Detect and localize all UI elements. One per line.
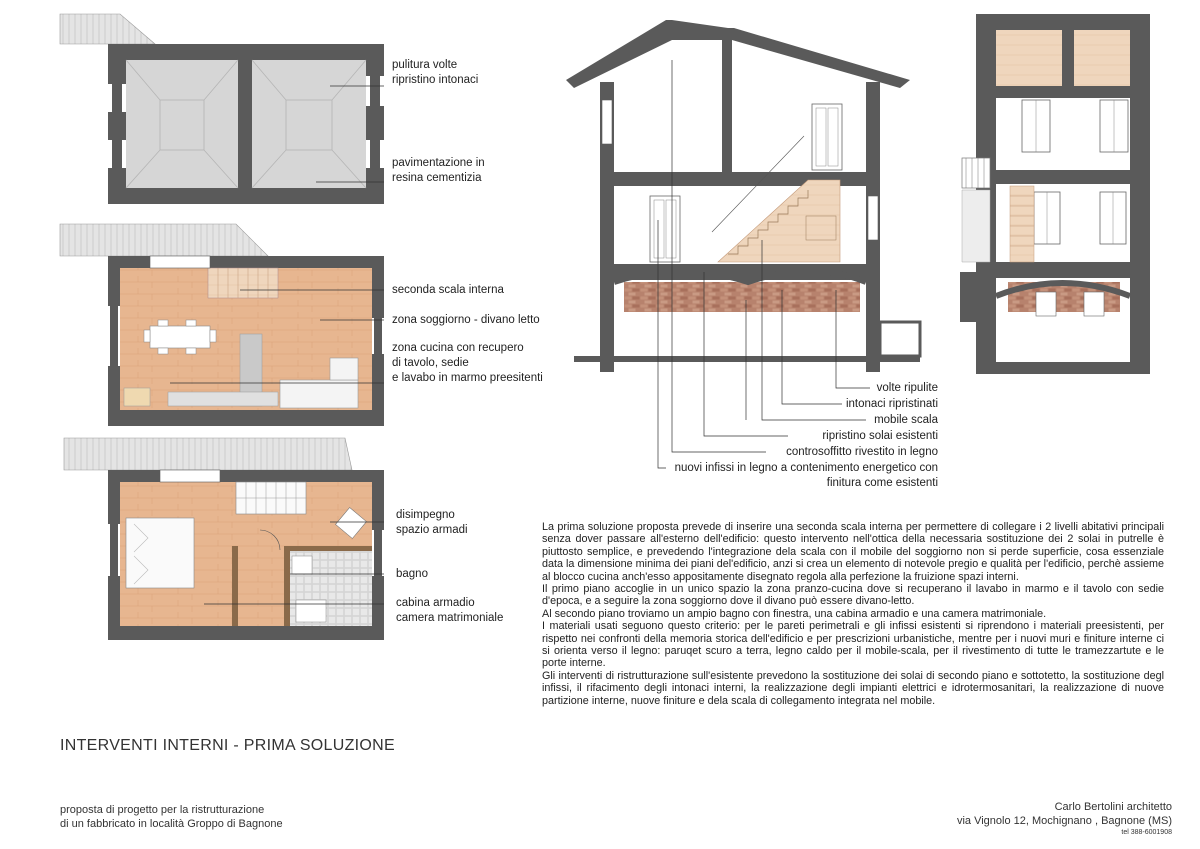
label-zona-soggiorno xyxy=(392,313,540,328)
plan-second-floor xyxy=(64,438,384,640)
label-pavimentazione-l1: pavimentazione in xyxy=(392,157,485,169)
section-label-4: controsoffitto rivestito in legno xyxy=(786,446,938,458)
subtitle-line-1: proposta di progetto per la ristrutturazione xyxy=(60,804,265,816)
description-paragraph-2: Il primo piano accoglie in un unico spazio la zona pranzo-cucina dove si recuperano il lavabo in marmo e il tavolo con sedie d'epoca, e a seguire la zona soggiorno dove il divano può essere divano-letto. xyxy=(542,583,1164,608)
section-label-3: ripristino solai esistenti xyxy=(822,430,938,442)
description-paragraph-3: Al secondo piano troviamo un ampio bagno con finestra, una cabina armadio e una camera matrimoniale. xyxy=(542,607,1047,620)
architect-credit xyxy=(957,800,1172,837)
section-label-1: intonaci ripristinati xyxy=(845,398,938,410)
description-text xyxy=(542,521,1164,707)
architect-name: Carlo Bertolini architetto xyxy=(1054,801,1172,813)
label-zona-cucina xyxy=(392,341,543,386)
label-bagno-text: bagno xyxy=(396,568,428,580)
label-controsoffitto xyxy=(786,445,938,460)
label-pulitura-volte-l2: ripristino intonaci xyxy=(392,74,479,86)
plan-attic xyxy=(60,14,384,204)
label-mobile-scala xyxy=(874,413,938,428)
label-disimpegno-l2: spazio armadi xyxy=(396,524,468,536)
label-pavimentazione xyxy=(392,156,485,186)
label-zona-soggiorno-text: zona soggiorno - divano letto xyxy=(392,314,540,326)
description-paragraph-1: La prima soluzione proposta prevede di inserire una seconda scala interna per permettere di collegare i 2 livelli abitativi principali senza dover passare all'esterno dell'edificio: questo intervento nell'ottica della necessaria sostituzione dei 2 solai in putrelle è piuttosto semplice, e prevedendo l'integrazione dela scala con il mobile del soggiorno non si perde superficie, cosa essenziale data la dimensione minima dei piani del'edificio, anzi si crea un elemento di notevole pregio e qualità per l'edificio, perchè assieme al blocco cucina anch'esso appositamente disegnato regola alla perfezione la fruizione spazi interni. xyxy=(542,521,1164,583)
label-zona-cucina-l1: zona cucina con recupero xyxy=(392,342,524,354)
architect-phone: tel 388-6001908 xyxy=(1121,829,1172,836)
label-intonaci-ripristinati xyxy=(846,397,938,412)
section-label-5a: nuovi infissi in legno a contenimento energetico con xyxy=(674,462,938,474)
label-zona-cucina-l2: di tavolo, sedie xyxy=(392,357,469,369)
label-pulitura-volte-l1: pulitura volte xyxy=(392,59,458,71)
section-label-0: volte ripulite xyxy=(876,382,938,394)
architect-address: via Vignolo 12, Mochignano , Bagnone (MS) xyxy=(956,815,1172,827)
label-seconda-scala-text: seconda scala interna xyxy=(392,284,504,296)
section-label-5b: finitura come esistenti xyxy=(826,477,938,489)
label-bagno xyxy=(396,567,428,582)
label-disimpegno-l1: disimpegno xyxy=(396,509,455,521)
section-transversal xyxy=(960,14,1150,374)
label-nuovi-infissi xyxy=(675,461,938,491)
label-seconda-scala xyxy=(392,283,504,298)
description-paragraph-5: Gli interventi di ristrutturazione sull'esistente prevedono la sostituzione dei solai di secondo piano e sottotetto, la sostituzione degl infissi, il rifacimento degli intonaci interni, la realizzazione degli impianti elettrici e idrotermosanitari, la realizzazione di nuove partizione interne, nuove finiture e dela scala di collegamento integrata nel mobile. xyxy=(542,669,1164,707)
project-subtitle xyxy=(60,803,283,831)
label-cabina-armadio xyxy=(396,596,503,626)
plan-first-floor xyxy=(60,224,384,426)
label-zona-cucina-l3: e lavabo in marmo preesitenti xyxy=(392,372,543,384)
label-disimpegno xyxy=(396,508,468,538)
section-label-2: mobile scala xyxy=(874,414,938,426)
label-cabina-armadio-l2: camera matrimoniale xyxy=(396,612,504,624)
page-title: INTERVENTI INTERNI - PRIMA SOLUZIONE xyxy=(60,737,395,754)
description-paragraph-4: I materiali usati seguono questo criterio: per le pareti perimetrali e gli infissi esistenti si riprendono i materiali preesistenti, per rispetto nei confronti della memoria storica dell'edificio e per prescrizioni urbanistiche, mentre per i nuovi muri e finiture interne ci si orienta verso il legno: paruqet scuro a terra, legno caldo per il mobile-scala, per il rivestimento di tutte le tramezzartute e le porte interne. xyxy=(542,620,1164,670)
label-cabina-armadio-l1: cabina armadio xyxy=(396,597,475,609)
label-pulitura-volte xyxy=(392,58,478,88)
label-ripristino-solai xyxy=(822,429,938,444)
subtitle-line-2: di un fabbricato in località Groppo di Bagnone xyxy=(60,818,283,830)
label-volte-ripulite xyxy=(877,381,938,396)
label-pavimentazione-l2: resina cementizia xyxy=(392,172,482,184)
